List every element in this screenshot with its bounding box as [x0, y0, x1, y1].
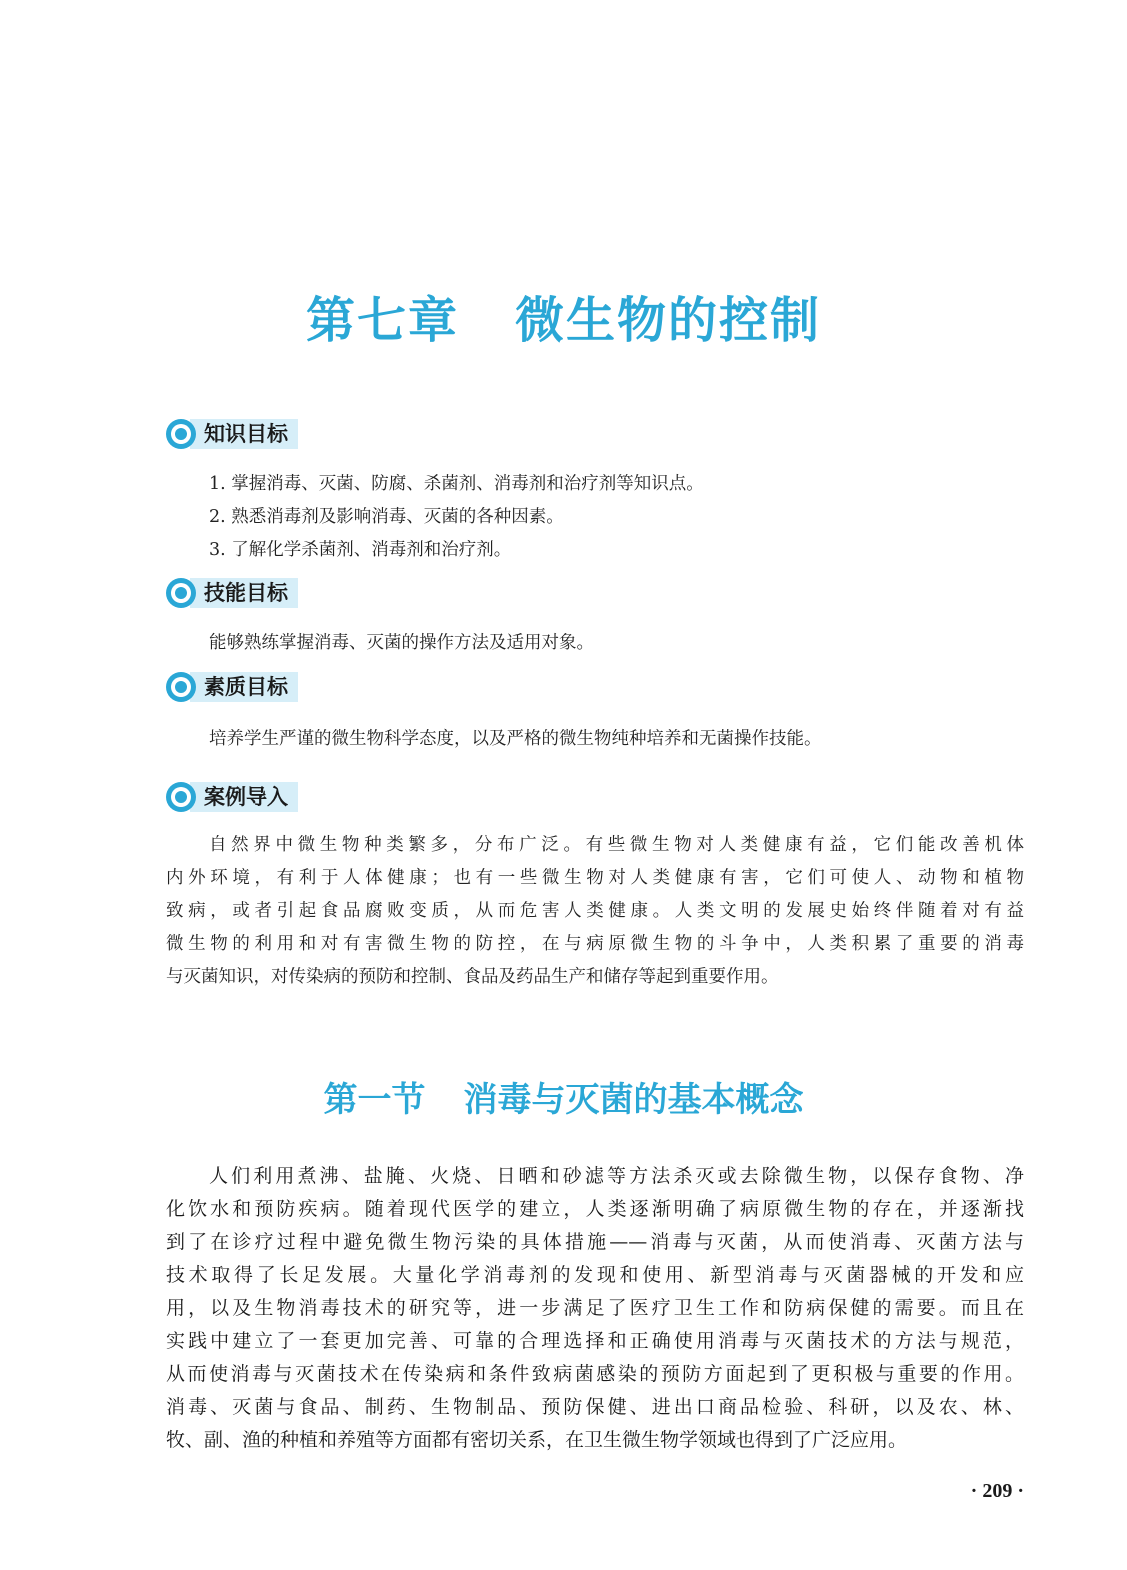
section-body-line: 人们利用煮沸、盐腌、火烧、日晒和砂滤等方法杀灭或去除微生物，以保存食物、净: [209, 1165, 1024, 1187]
skill-goals-label: 技能目标: [190, 578, 298, 608]
knowledge-goal-item: 1. 掌握消毒、灭菌、防腐、杀菌剂、消毒剂和治疗剂等知识点。: [209, 474, 704, 494]
chapter-name: 微生物的控制: [515, 292, 822, 349]
case-intro-line: 与灭菌知识，对传染病的预防和控制、食品及药品生产和储存等起到重要作用。: [166, 967, 779, 987]
target-icon: [166, 782, 196, 812]
skill-goal-text: 能够熟练掌握消毒、灭菌的操作方法及适用对象。: [209, 633, 594, 653]
case-intro-line: 致病，或者引起食品腐败变质，从而危害人类健康。人类文明的发展史始终伴随着对有益: [166, 901, 1024, 921]
skill-goals-heading: [166, 576, 298, 610]
section-body-line: 到了在诊疗过程中避免微生物污染的具体措施——消毒与灭菌，从而使消毒、灭菌方法与: [166, 1231, 1024, 1253]
case-intro-label: 案例导入: [190, 782, 298, 812]
knowledge-goals-label: 知识目标: [190, 419, 298, 449]
section-body-line: 从而使消毒与灭菌技术在传染病和条件致病菌感染的预防方面起到了更积极与重要的作用。: [166, 1363, 1024, 1385]
section-body-line: 牧、副、渔的种植和养殖等方面都有密切关系，在卫生微生物学领域也得到了广泛应用。: [166, 1429, 908, 1451]
target-icon: [166, 419, 196, 449]
quality-goals-heading: [166, 670, 298, 704]
chapter-title: [0, 282, 1127, 352]
quality-goals-label: 素质目标: [190, 672, 298, 702]
section-title: [0, 1072, 1127, 1121]
case-intro-heading: [166, 780, 298, 814]
quality-goal-text: 培养学生严谨的微生物科学态度，以及严格的微生物纯种培养和无菌操作技能。: [209, 729, 822, 749]
chapter-number: 第七章: [305, 292, 459, 349]
knowledge-goals-heading: [166, 417, 298, 451]
knowledge-goal-item: 2. 熟悉消毒剂及影响消毒、灭菌的各种因素。: [209, 507, 564, 527]
case-intro-line: 微生物的利用和对有害微生物的防控，在与病原微生物的斗争中，人类积累了重要的消毒: [166, 934, 1024, 954]
page-number: · 209 ·: [970, 1480, 1024, 1502]
section-body-line: 实践中建立了一套更加完善、可靠的合理选择和正确使用消毒与灭菌技术的方法与规范，: [166, 1330, 1024, 1352]
section-body-line: 技术取得了长足发展。大量化学消毒剂的发现和使用、新型消毒与灭菌器械的开发和应: [166, 1264, 1024, 1286]
section-name: 消毒与灭菌的基本概念: [463, 1080, 804, 1120]
section-body-line: 消毒、灭菌与食品、制药、生物制品、预防保健、进出口商品检验、科研，以及农、林、: [166, 1396, 1024, 1418]
knowledge-goal-item: 3. 了解化学杀菌剂、消毒剂和治疗剂。: [209, 540, 512, 560]
section-body-line: 用，以及生物消毒技术的研究等，进一步满足了医疗卫生工作和防病保健的需要。而且在: [166, 1297, 1024, 1319]
section-body-line: 化饮水和预防疾病。随着现代医学的建立，人类逐渐明确了病原微生物的存在，并逐渐找: [166, 1198, 1024, 1220]
case-intro-line: 自然界中微生物种类繁多，分布广泛。有些微生物对人类健康有益，它们能改善机体: [209, 835, 1024, 855]
section-number: 第一节: [323, 1080, 426, 1120]
target-icon: [166, 578, 196, 608]
case-intro-line: 内外环境，有利于人体健康；也有一些微生物对人类健康有害，它们可使人、动物和植物: [166, 868, 1024, 888]
target-icon: [166, 672, 196, 702]
